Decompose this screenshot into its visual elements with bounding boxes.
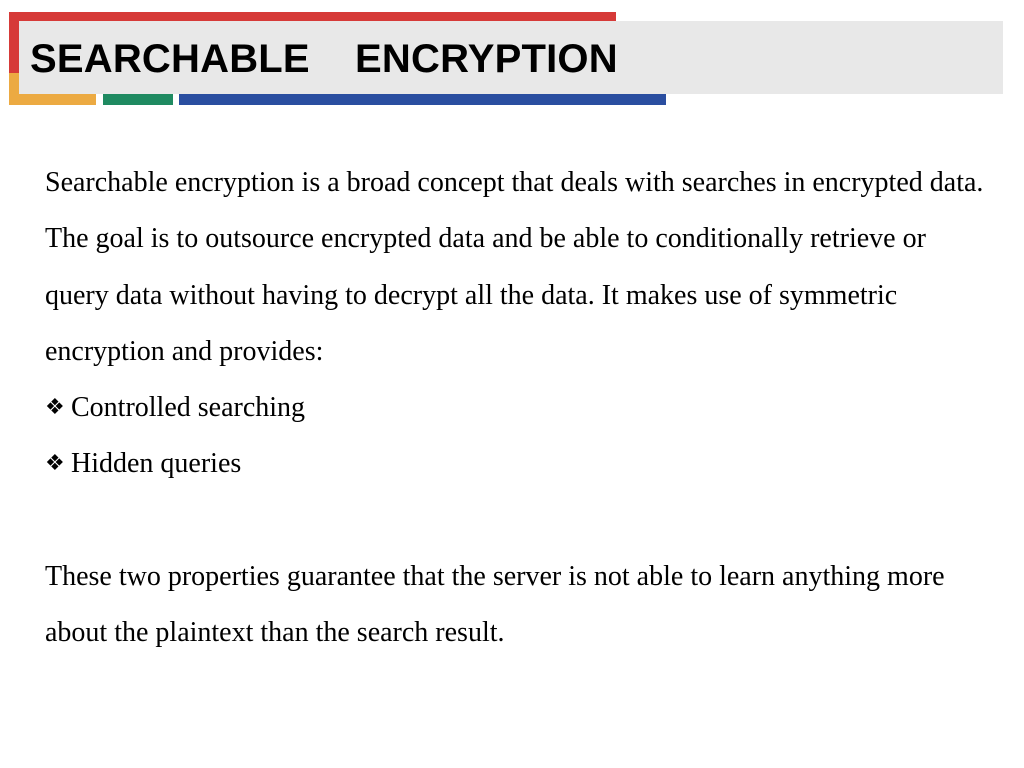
paragraph-spacer <box>45 493 985 549</box>
title-accent-red-top <box>9 12 616 21</box>
title-accent-orange-bottom <box>9 94 96 105</box>
slide-body <box>45 155 985 662</box>
title-accent-red-left <box>9 12 19 73</box>
title-accent-blue-bottom <box>179 94 666 105</box>
slide-title: SEARCHABLE ENCRYPTION <box>30 37 618 81</box>
conclusion-paragraph: These two properties guarantee that the server is not able to learn anything more about the plaintext than the search result. <box>45 561 945 649</box>
bullet-text: Hidden queries <box>71 448 242 480</box>
diamond-bullet-icon: ❖ <box>45 395 65 421</box>
bullet-list <box>45 380 985 493</box>
bullet-text: Controlled searching <box>71 392 306 424</box>
diamond-bullet-icon: ❖ <box>45 451 65 477</box>
list-item <box>45 380 985 436</box>
title-accent-green-bottom <box>103 94 173 105</box>
intro-paragraph: Searchable encryption is a broad concept that deals with searches in encrypted data. The goal is to outsource encrypted data and be able to conditionally retrieve or query data without having to decrypt all the data. It makes use of symmetric encryption and provides: <box>45 167 984 367</box>
list-item <box>45 436 985 492</box>
